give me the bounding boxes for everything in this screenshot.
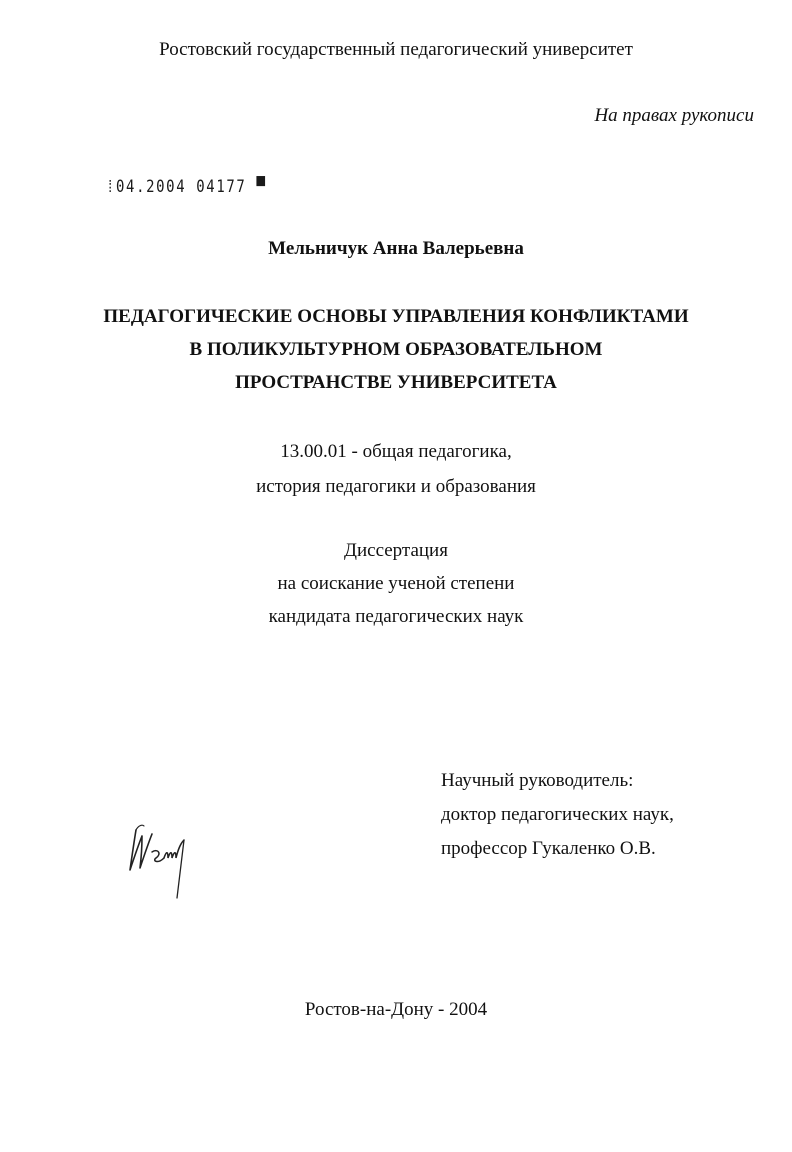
- degree-line: Диссертация: [344, 540, 448, 561]
- stamp-text: 04.2004 04177: [116, 177, 247, 197]
- degree-block: [0, 534, 792, 633]
- specialty-line: история педагогики и образования: [256, 476, 536, 497]
- supervisor-line: Научный руководитель:: [441, 770, 634, 791]
- specialty-line: 13.00.01 - общая педагогика,: [280, 441, 512, 462]
- city-year: Ростов-на-Дону - 2004: [304, 999, 488, 1020]
- specialty-block: [0, 434, 792, 504]
- degree-line: кандидата педагогических наук: [268, 606, 524, 627]
- title-line: ПЕДАГОГИЧЕСКИЕ ОСНОВЫ УПРАВЛЕНИЯ КОНФЛИКТАМИ: [103, 306, 689, 327]
- rights-note: На правах рукописи: [594, 105, 754, 126]
- author-name: Мельничук Анна Валерьевна: [268, 238, 524, 259]
- degree-line: на соискание ученой степени: [277, 573, 515, 594]
- title-line: В ПОЛИКУЛЬТУРНОМ ОБРАЗОВАТЕЛЬНОМ: [189, 339, 603, 360]
- archive-stamp-number: [106, 176, 267, 198]
- university-name: Ростовский государственный педагогический университет: [159, 39, 633, 60]
- stamp-prefix: ⁞: [106, 177, 117, 197]
- stamp-mark: ▀: [246, 177, 267, 197]
- supervisor-line: доктор педагогических наук,: [441, 804, 674, 825]
- supervisor-block: [441, 764, 674, 866]
- supervisor-line: профессор Гукаленко О.В.: [441, 838, 656, 859]
- dissertation-title: [0, 300, 792, 399]
- title-line: ПРОСТРАНСТВЕ УНИВЕРСИТЕТА: [235, 372, 557, 393]
- handwritten-signature-icon: [122, 812, 202, 907]
